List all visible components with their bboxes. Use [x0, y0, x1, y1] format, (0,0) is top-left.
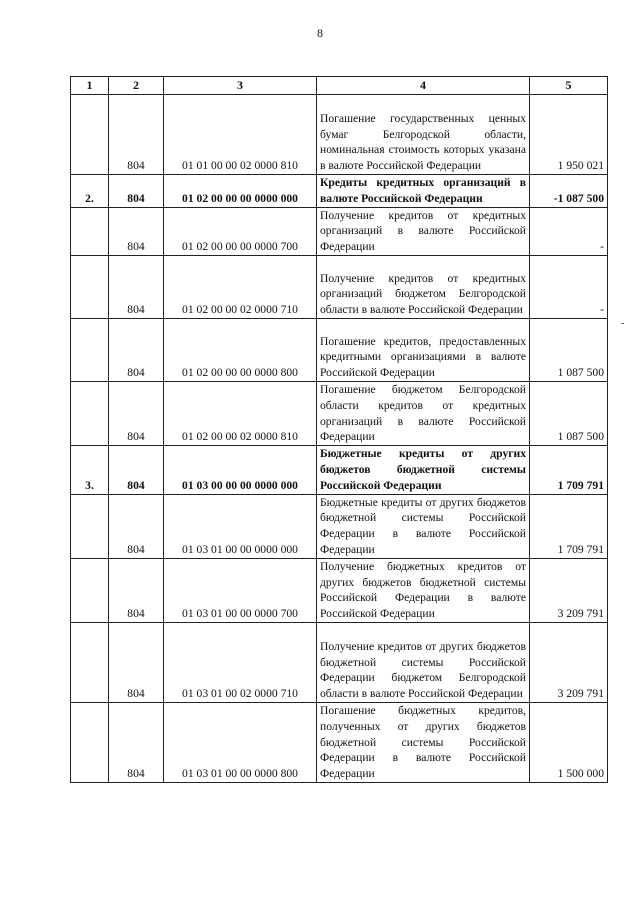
header-col-3: 3 [164, 77, 317, 95]
margin-mark: - [621, 318, 625, 329]
classification-code: 01 03 01 00 02 0000 710 [164, 622, 317, 702]
row-number [71, 255, 109, 318]
row-number [71, 318, 109, 381]
admin-code: 804 [109, 702, 164, 782]
admin-code: 804 [109, 95, 164, 175]
amount: 1 709 791 [530, 446, 608, 494]
table-row [71, 494, 608, 558]
row-number [71, 207, 109, 255]
admin-code: 804 [109, 207, 164, 255]
classification-code: 01 03 00 00 00 0000 000 [164, 446, 317, 494]
amount: 3 209 791 [530, 622, 608, 702]
table-row [71, 318, 608, 381]
classification-code: 01 02 00 00 02 0000 710 [164, 255, 317, 318]
admin-code: 804 [109, 255, 164, 318]
source-name: Получение кредитов от других бюджетов бюджетной системы Российской Федерации бюджетом Белгородской области в валюте Российской Федерации [317, 622, 530, 702]
amount: - [530, 255, 608, 318]
row-number: 2. [71, 175, 109, 208]
source-name: Бюджетные кредиты от других бюджетов бюджетной системы Российской Федерации в валюте Российской Федерации [317, 494, 530, 558]
row-number [71, 622, 109, 702]
source-name: Погашение государственных ценных бумаг Белгородской области, номинальная стоимость которых указана в валюте Российской Федерации [317, 95, 530, 175]
amount: 1 087 500 [530, 381, 608, 445]
table-row [71, 207, 608, 255]
table-body [71, 95, 608, 783]
table-row [71, 558, 608, 622]
source-name: Получение кредитов от кредитных организаций в валюте Российской Федерации [317, 207, 530, 255]
admin-code: 804 [109, 318, 164, 381]
amount: 1 087 500 [530, 318, 608, 381]
classification-code: 01 03 01 00 00 0000 000 [164, 494, 317, 558]
table-row [71, 446, 608, 494]
table-row [71, 622, 608, 702]
amount: -1 087 500 [530, 175, 608, 208]
source-name: Погашение бюджетом Белгородской области кредитов от кредитных организаций в валюте Российской Федерации [317, 381, 530, 445]
classification-code: 01 03 01 00 00 0000 800 [164, 702, 317, 782]
table-header-row [71, 77, 608, 95]
table-row [71, 381, 608, 445]
classification-code: 01 02 00 00 00 0000 800 [164, 318, 317, 381]
admin-code: 804 [109, 381, 164, 445]
source-name: Кредиты кредитных организаций в валюте Российской Федерации [317, 175, 530, 208]
classification-code: 01 01 00 00 02 0000 810 [164, 95, 317, 175]
admin-code: 804 [109, 446, 164, 494]
classification-code: 01 02 00 00 02 0000 810 [164, 381, 317, 445]
classification-code: 01 02 00 00 00 0000 700 [164, 207, 317, 255]
admin-code: 804 [109, 494, 164, 558]
source-name: Погашение бюджетных кредитов, полученных от других бюджетов бюджетной системы Российской Федерации в валюте Российской Федерации [317, 702, 530, 782]
header-col-2: 2 [109, 77, 164, 95]
row-number [71, 494, 109, 558]
amount: 1 709 791 [530, 494, 608, 558]
table-row [71, 702, 608, 782]
table-row [71, 255, 608, 318]
page-number: 8 [317, 26, 323, 40]
admin-code: 804 [109, 558, 164, 622]
header-col-1: 1 [71, 77, 109, 95]
classification-code: 01 02 00 00 00 0000 000 [164, 175, 317, 208]
table-row [71, 175, 608, 208]
row-number [71, 95, 109, 175]
amount: 3 209 791 [530, 558, 608, 622]
row-number [71, 558, 109, 622]
admin-code: 804 [109, 622, 164, 702]
amount: 1 950 021 [530, 95, 608, 175]
source-name: Получение бюджетных кредитов от других бюджетов бюджетной системы Российской Федерации в валюте Российской Федерации [317, 558, 530, 622]
row-number: 3. [71, 446, 109, 494]
row-number [71, 702, 109, 782]
classification-code: 01 03 01 00 00 0000 700 [164, 558, 317, 622]
row-number [71, 381, 109, 445]
source-name: Погашение кредитов, предоставленных кредитными организациями в валюте Российской Федерации [317, 318, 530, 381]
table-row [71, 95, 608, 175]
amount: 1 500 000 [530, 702, 608, 782]
amount: - [530, 207, 608, 255]
source-name: Получение кредитов от кредитных организаций бюджетом Белгородской области в валюте Российской Федерации [317, 255, 530, 318]
admin-code: 804 [109, 175, 164, 208]
header-col-4: 4 [317, 77, 530, 95]
source-name: Бюджетные кредиты от других бюджетов бюджетной системы Российской Федерации [317, 446, 530, 494]
header-col-5: 5 [530, 77, 608, 95]
budget-sources-table [70, 76, 608, 783]
